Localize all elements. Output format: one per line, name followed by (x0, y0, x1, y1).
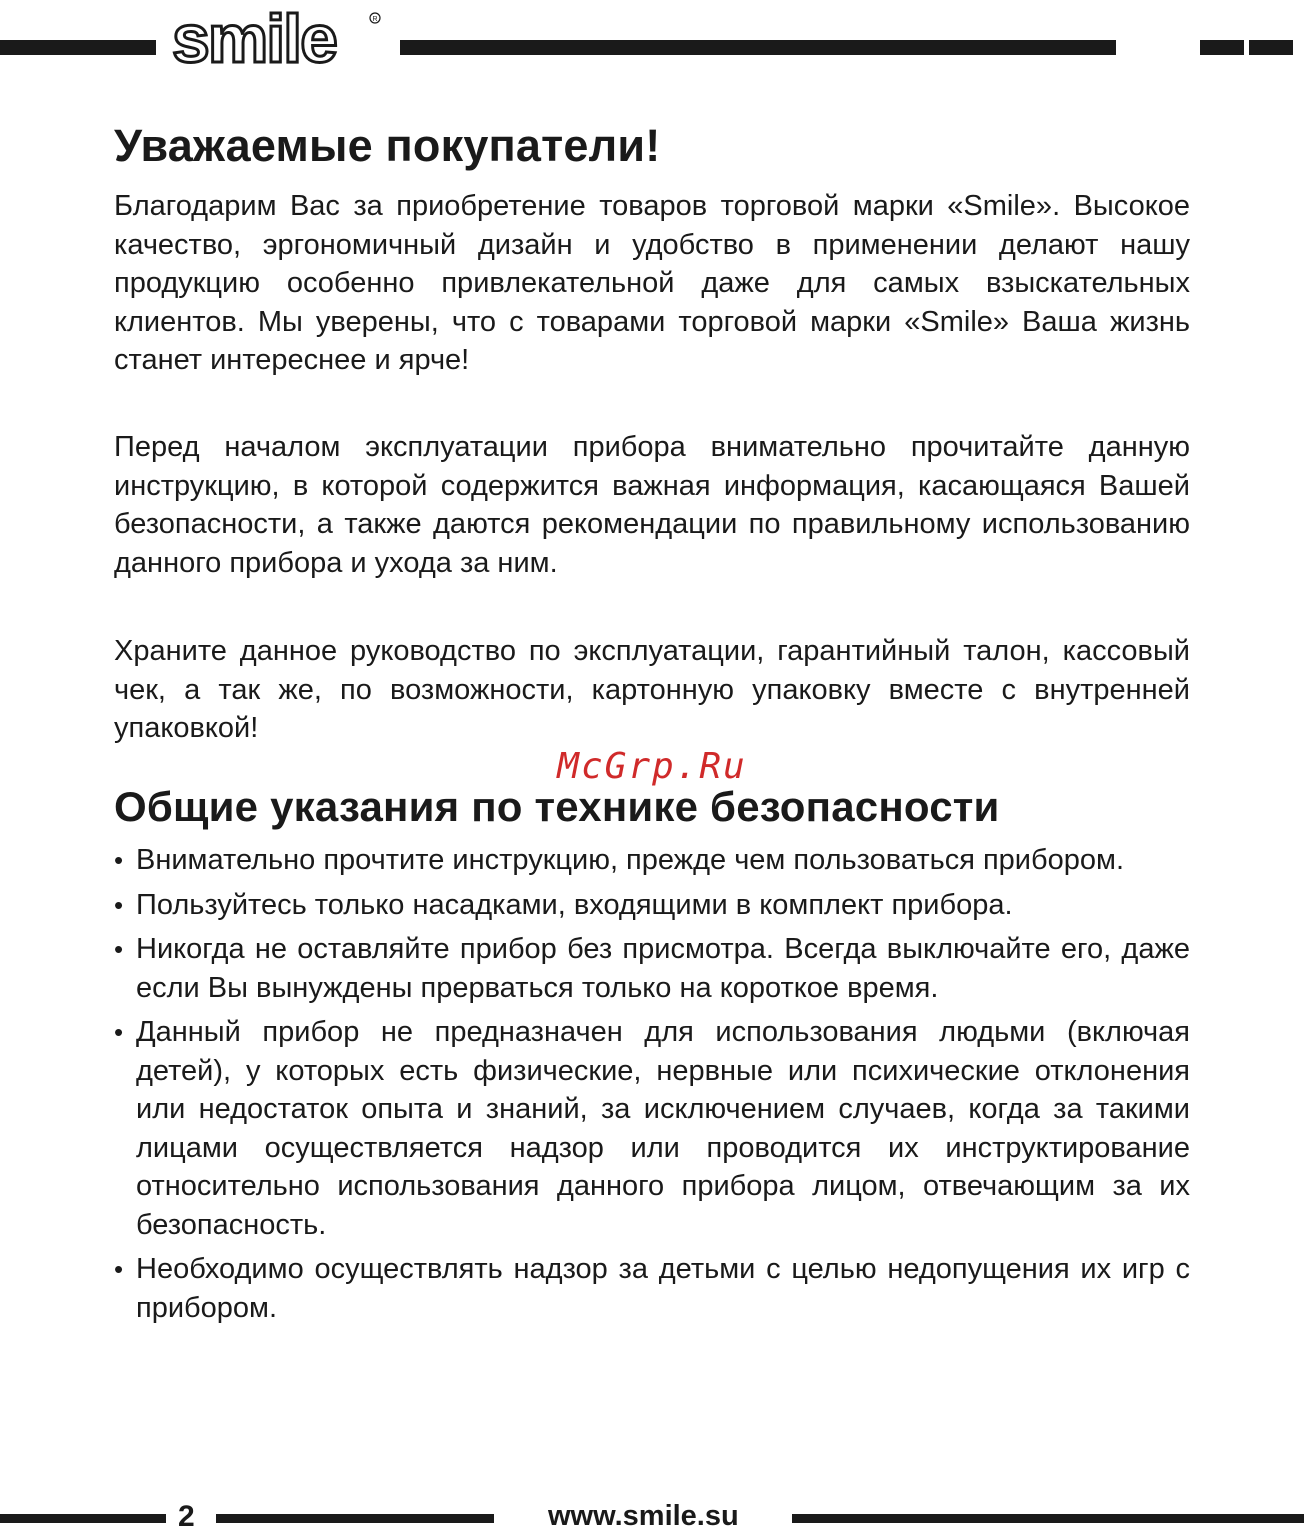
greeting-paragraph-3 (114, 632, 1190, 748)
bullet-icon: • (114, 1254, 124, 1284)
safety-title: Общие указания по технике безопасности (114, 783, 1000, 830)
greeting-paragraph-2 (114, 428, 1190, 582)
header-rule-right-2 (1249, 40, 1293, 55)
website-url: www.smile.su (548, 1500, 739, 1532)
footer-rule-left (0, 1514, 166, 1523)
paragraph-text: Благодарим Вас за приобретение товаров торговой марки «Smile». Высокое качество, эргономичный дизайн и удобство в применении делают нашу продукцию особенно привлекательной даже для самых взыскательных клиентов. Мы уверены, что с товарами торговой марки «Smile» Ваша жизнь станет интереснее и ярче! (114, 190, 1190, 376)
greeting-paragraph-1 (114, 187, 1190, 380)
smile-logo-icon (168, 0, 388, 70)
header-rule-right-1 (1200, 40, 1244, 55)
bullet-icon: • (114, 934, 124, 964)
watermark: McGrp.Ru (557, 746, 747, 787)
list-item (114, 930, 1190, 1007)
bullet-icon: • (114, 1017, 124, 1047)
list-item-text: Внимательно прочтите инструкцию, прежде чем пользоваться прибором. (136, 844, 1124, 876)
list-item-text: Данный прибор не предназначен для использования людьми (включая детей), у которых есть физические, нервные или психические отклонения или недостаток опыта и знаний, за исключением случаев, когда за такими лицами осуществляется надзор или проводится их инструктирование относительно использования данного прибора лицом, отвечающим за их безопасность. (136, 1016, 1190, 1241)
paragraph-text: Перед началом эксплуатации прибора внимательно прочитайте данную инструкцию, в которой содержится важная информация, касающаяся Вашей безопасности, а также даются рекомендации по правильному использованию данного прибора и ухода за ним. (114, 431, 1190, 579)
page-number: 2 (178, 1500, 195, 1533)
list-item (114, 841, 1190, 880)
list-item-text: Пользуйтесь только насадками, входящими в комплект прибора. (136, 888, 1013, 921)
list-item-text: Необходимо осуществлять надзор за детьми с целью недопущения их игр с прибором. (136, 1253, 1190, 1324)
greeting-section (114, 120, 1190, 172)
bullet-icon: • (114, 845, 124, 875)
header-rule-left (0, 40, 156, 55)
safety-section (114, 782, 1190, 832)
list-item (114, 886, 1190, 925)
list-item (114, 1250, 1190, 1327)
svg-text:R: R (372, 16, 378, 23)
svg-text:smile: smile (172, 1, 336, 70)
list-item (114, 1013, 1190, 1244)
footer-rule-middle (216, 1514, 494, 1523)
footer-rule-right (792, 1514, 1304, 1523)
safety-list-container (114, 841, 1190, 1333)
smile-logo (168, 0, 388, 70)
bullet-icon: • (114, 889, 124, 920)
greeting-title: Уважаемые покупатели! (114, 120, 661, 171)
list-item-text: Никогда не оставляйте прибор без присмотра. Всегда выключайте его, даже если Вы вынуждены прерваться только на короткое время. (136, 933, 1190, 1004)
paragraph-text: Храните данное руководство по эксплуатации, гарантийный талон, кассовый чек, а так же, по возможности, картонную упаковку вместе с внутренней упаковкой! (114, 635, 1190, 744)
safety-list (114, 841, 1190, 1327)
header-rule-middle (400, 40, 1116, 55)
